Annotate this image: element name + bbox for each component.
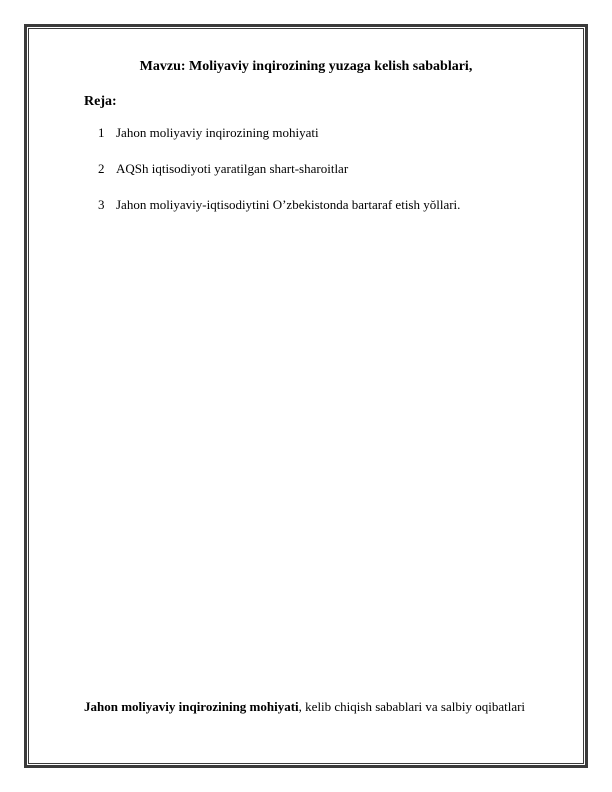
section-heading-bold: Jahon moliyaviy inqirozining mohiyati [84,699,299,714]
section-heading [84,698,574,716]
plan-item-text: Jahon moliyaviy-iqtisodiytini O’zbekistonda bartaraf etish yŏllari. [116,197,461,212]
plan-item-number: 3 [98,197,105,212]
plan-heading: Reja: [84,94,117,109]
document-title: Mavzu: Moliyaviy inqirozining yuzaga kelish sabablari, [139,59,473,74]
plan-item [98,124,460,142]
plan-list [98,124,460,232]
plan-item [98,160,460,178]
plan-item [98,196,460,214]
plan-item-number: 1 [98,125,105,140]
plan-item-text: AQSh iqtisodiyoti yaratilgan shart-sharoitlar [116,161,349,176]
plan-item-number: 2 [98,161,105,176]
plan-item-text: Jahon moliyaviy inqirozining mohiyati [116,125,319,140]
section-heading-rest: , kelib chiqish sabablari va salbiy oqibatlari [298,699,526,714]
